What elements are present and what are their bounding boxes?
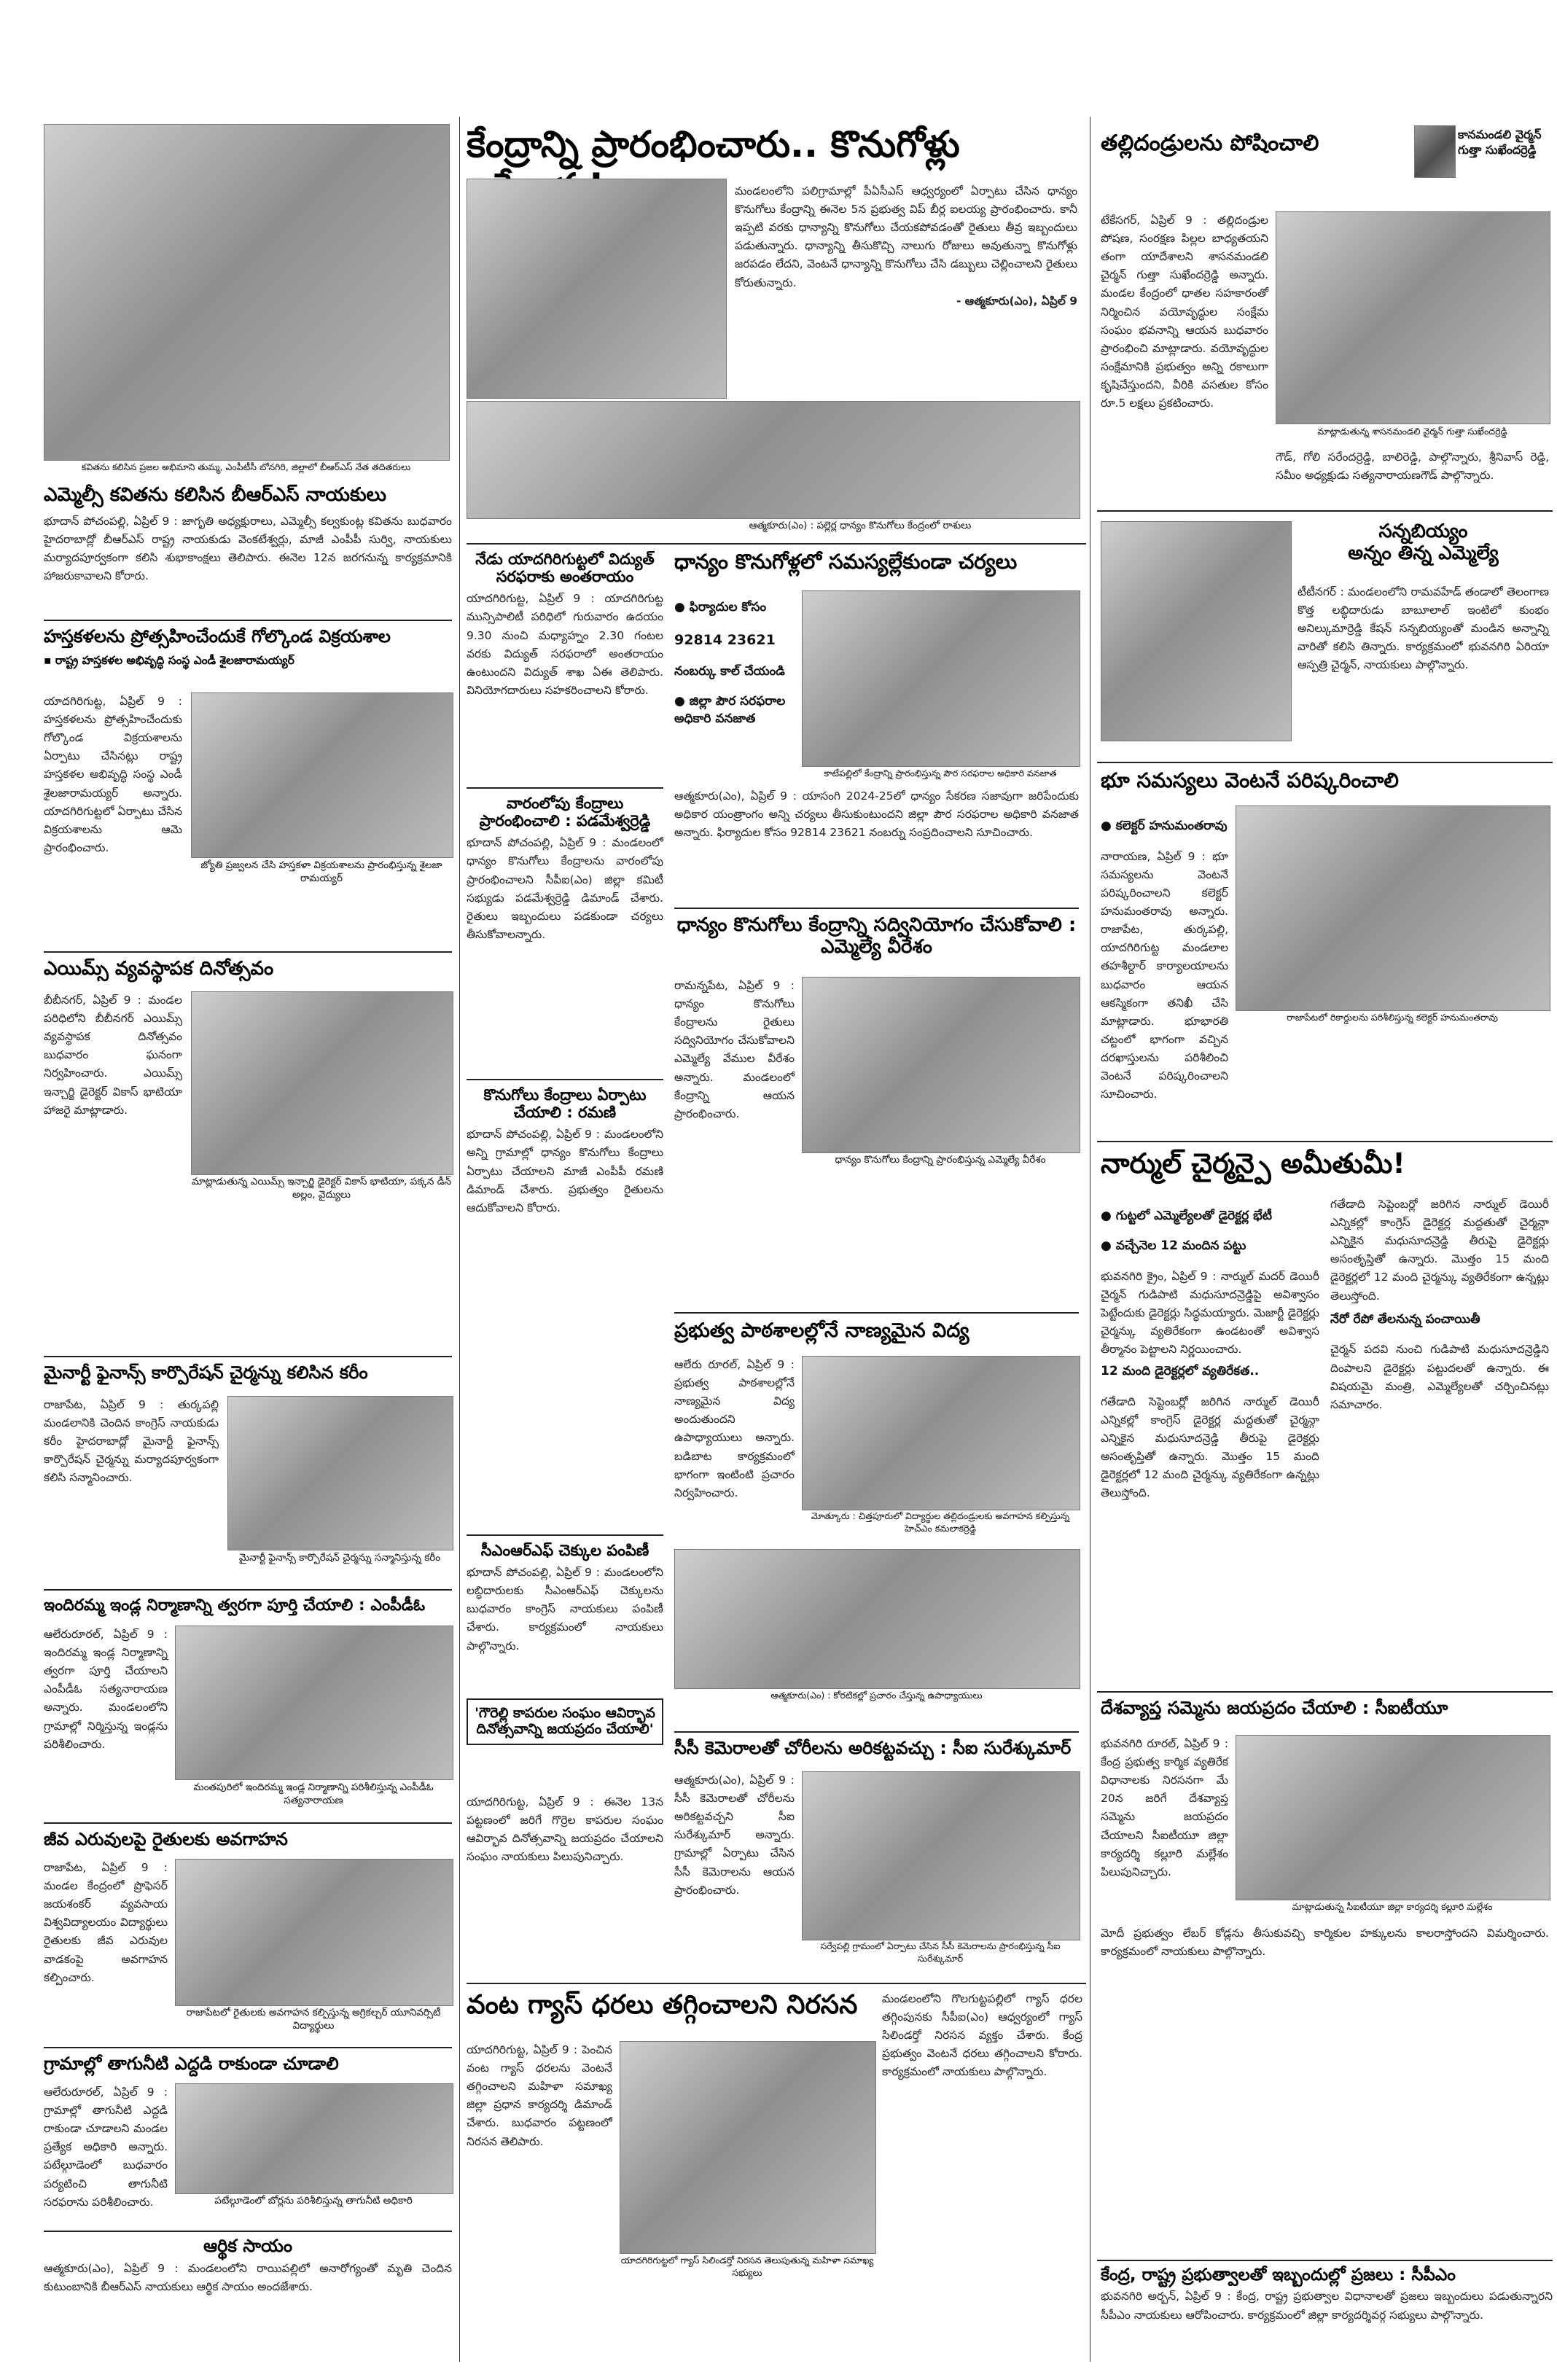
section-divider xyxy=(44,1356,452,1357)
dhanyam-bullet1b: నంబర్కు కాల్ చేయండి xyxy=(674,664,785,679)
main-credit: - ఆత్మకూరు(ఎం), ఏప్రిల్ 9 xyxy=(956,294,1077,308)
left-photo-farmers xyxy=(175,1859,453,2006)
narmul-sub2: నేరో రేపో తేలనున్న పంచాయితీ xyxy=(1330,1311,1480,1327)
deshaya-photo xyxy=(1236,1735,1550,1900)
section-divider xyxy=(44,1589,452,1591)
dhanyam-bullet1: ● ఫిర్యాదుల కోసం xyxy=(674,600,767,614)
sanna-h2: అన్నం తిన్న ఎమ్మెల్యే xyxy=(1348,542,1499,564)
main-photo xyxy=(467,179,727,399)
left-story-3 xyxy=(44,959,452,980)
dhanyam-photo3-caption: మోత్కూరు : చిత్తపూరులో విద్యార్థుల తల్లిదండ్రులకు అవగాహన కల్పిస్తున్న హెచ్ఎం కమలాకర్రెడ్డి xyxy=(811,1510,1070,1534)
narmul-text-2 xyxy=(1330,1195,1549,1414)
narmul-body3: చైర్మన్ పదవి నుంచి గుడిపాటి మధుసూదన్రెడ్డిని దింపాలని డైరెక్టర్లు పట్టుదలతో ఉన్నారు. ఈ విషయమై మంత్రి, ఎమ్మెల్యేలతో చర్చించినట్లు సమాచారం. xyxy=(1330,1343,1549,1411)
left-b2: యాదగిరిగుట్ట, ఏప్రిల్ 9 : హస్తకళలను ప్రోత్సహించేందుకు గోల్కొండ విక్రయశాలను ఏర్పాటు చేసినట్లు రాష్ట్ర హస్తకళల అభివృద్ధి సంస్థ ఎండీ శైలజారామయ్యర్ అన్నారు. యాదగిరిగుట్టలో ఏర్పాటు చేసిన విక్రయశాలను ఆమె ప్రారంభించారు. xyxy=(44,695,182,854)
left-story-2 xyxy=(44,627,452,670)
dhanyam-phone: 92814 23621 xyxy=(674,631,776,648)
gas-photo-caption: యాదగిరిగుట్టలో గ్యాస్ సిలిండర్తో నిరసన తెలుపుతున్న మహిళా సమాఖ్య సభ్యులు xyxy=(620,2255,874,2278)
mid-h3: కొనుగోలు కేంద్రాలు ఏర్పాటు చేయాలి : రమణి xyxy=(483,1086,647,1122)
main-photo-wide xyxy=(467,401,1080,519)
left-photo-indiramma xyxy=(175,1626,453,1780)
dhanyam-photo2-caption: ధాన్యం కొనుగోలు కేంద్రాన్ని ప్రారంభిస్తున్న ఎమ్మెల్యే వీరేశం xyxy=(835,1154,1046,1166)
left-photo-caption: కవితను కలిసిన ప్రజల అభిమాని తుమ్మ, ఎంపీటీసీ బోనగిరి, జిల్లాలో బీఆర్ఎస్ నేత తదితరులు xyxy=(81,461,411,472)
left-story-8 xyxy=(44,2236,452,2296)
left-story-4-text xyxy=(44,1396,219,1488)
dhanyam-photo-caption: కాటేపల్లిలో కేంద్రాన్ని ప్రారంభిస్తున్న పౌర సరఫరాల అధికారి వనజాత xyxy=(824,768,1057,779)
right-top-photo-caption: మాట్లాడుతున్న శాసనమండలి వైర్మన్ గుత్తా సుఖేందర్రెడ్డి xyxy=(1317,426,1507,437)
right-top-photo xyxy=(1276,211,1550,424)
left-b3: బీబీనగర్, ఏప్రిల్ 9 : మండల పరిధిలోని బీబీనగర్ ఎయిమ్స్ వ్యవస్థాపక దినోత్సవం బుధవారం ఘనంగా నిర్వహించారు. ఎయిమ్స్ ఇన్చార్జి డైరెక్టర్ వికాస్ భాటియా హాజరై మాట్లాడారు. xyxy=(44,994,182,1117)
deshaya-text xyxy=(1101,1735,1228,1881)
dhanyam-h2: ధాన్యం కొనుగోలు కేంద్రాన్ని సద్వినియోగం చేసుకోవాలి : ఎమ్మెల్యే వీరేశం xyxy=(676,914,1077,958)
kendra-headline: కేంద్ర, రాష్ట్ర ప్రభుత్వాలతో ఇబ్బందుల్లో ప్రజలు : సీపీఎం xyxy=(1101,2266,1456,2285)
mid-h2: వారంలోపు కేంద్రాలు ప్రారంభించాలి : పడమేశ్వర్రెడ్డి xyxy=(479,795,651,830)
left-story-2-text xyxy=(44,692,182,857)
bhoo-photo xyxy=(1236,805,1550,1011)
left-b8: ఆత్మకూరు(ఎం), ఏప్రిల్ 9 : మండలంలోని రాయిపల్లిలో అనారోగ్యంతో మృతి చెందిన కుటుంబానికి బీఆర్ఎస్ నాయకులు ఆర్థిక సాయం అందజేశారు. xyxy=(44,2261,452,2293)
section-divider xyxy=(44,951,452,953)
narmul-body: భువనగిరి క్రైం, ఏప్రిల్ 9 : నార్ముల్ మదర్ డెయిరీ చైర్మన్ గుడిపాటి మధుసూదన్రెడ్డిపై అవిశ్వాసం పెట్టేందుకు డైరెక్టర్లు సిద్ధమయ్యారు. మెజార్టీ డైరెక్టర్లు చైర్మన్కు వ్యతిరేకంగా ఉండటంతో అవిశ్వాస తీర్మానం పెట్టాలని నిర్ణయించారు. xyxy=(1101,1269,1319,1357)
mid-story-1 xyxy=(467,550,663,700)
dhanyam-story-3-text xyxy=(674,1356,795,1502)
section-divider xyxy=(467,543,1086,545)
dhanyam-photo xyxy=(802,590,1080,767)
section-divider xyxy=(467,1534,663,1536)
dhanyam-b1: ఆత్మకూరు(ఎం), ఏప్రిల్ 9 : యాసంగి 2024-25లో ధాన్యం సేకరణ సజావుగా జరిపేందుకు అధికార యంత్రాంగం అన్ని చర్యలు తీసుకుంటుందని జిల్లా పౌర సరఫరాల అధికారి వనజాత అన్నారు. ఫిర్యాదుల కోసం 92814 23621 నంబర్ను సంప్రదించాలని సూచించారు. xyxy=(674,789,1079,840)
narmul-body2b: గతేడాది సెప్టెంబర్లో జరిగిన నార్ముల్ డెయిరీ ఎన్నికల్లో కాంగ్రెస్ డైరెక్టర్ల మద్దతుతో చైర్మన్గా ఎన్నికైన మధుసూదన్రెడ్డి తీరుపై డైరెక్టర్లు అసంతృప్తితో ఉన్నారు. మొత్తం 15 మంది డైరెక్టర్లలో 12 మంది చైర్మన్కు వ్యతిరేకంగా ఉన్నట్లు తెలుస్తోంది. xyxy=(1330,1198,1549,1303)
main-headline: కేంద్రాన్ని ప్రారంభించారు.. కొనుగోళ్లు xyxy=(467,123,960,165)
gas-headline: వంట గ్యాస్ ధరలు తగ్గించాలని నిరసన xyxy=(467,1990,858,2020)
section-divider xyxy=(44,620,452,621)
dhanyam-photo-2 xyxy=(802,977,1080,1153)
dhanyam-story-3 xyxy=(674,1319,1079,1342)
mid-h5: 'గౌరెల్లి కాపరుల సంఘం ఆవిర్భావ దినోత్సవాన్ని జయప్రదం చేయాలి' xyxy=(475,1705,655,1737)
dhanyam-h4: సీసీ కెమెరాలతో చోరీలను అరికట్టవచ్చు : సీఐ సురేశ్కుమార్ xyxy=(674,1738,1072,1758)
left-h4: మైనార్టీ ఫైనాన్స్ కార్పొరేషన్ చైర్మన్ను కలిసిన కరీం xyxy=(44,1362,368,1383)
left-photo7-caption: పటేల్గూడెంలో బోర్లను పరిశీలిస్తున్న తాగునీటి అధికారి xyxy=(214,2195,413,2207)
left-h5: ఇందిరమ్మ ఇండ్ల నిర్మాణాన్ని త్వరగా పూర్తి చేయాలి : ఎంపీడీఓ xyxy=(44,1596,426,1615)
gas-photo xyxy=(620,2041,876,2254)
mid-b4: భూదాన్ పోచంపల్లి, ఏప్రిల్ 9 : మండలంలోని లబ్ధిదారులకు సీఎంఆర్ఎఫ్ చెక్కులను బుధవారం కాంగ్రెస్ నాయకులు పంపిణీ చేశారు. కార్యక్రమంలో నాయకులు పాల్గొన్నారు. xyxy=(467,1566,663,1653)
left-b1: భూదాన్ పోచంపల్లి, ఏప్రిల్ 9 : జాగృతి అధ్యక్షురాలు, ఎమ్మెల్సీ కల్వకుంట్ల కవితను బుధవారం హైదరాబాద్లో బీఆర్ఎస్ రాష్ట్ర నాయకుడు వెంకటేశ్వర్లు, మాజీ ఎంపీపీ సుర్వి, నాయకులు మర్యాదపూర్వకంగా కలిసి శుభాకాంక్షలు తెలిపారు. ఈనెల 12న జరగనున్న కార్యక్రమానికి హాజరుకావాలని కోరారు. xyxy=(44,514,452,583)
dhanyam-b2: రామన్నపేట, ఏప్రిల్ 9 : ధాన్యం కొనుగోలు కేంద్రాలను రైతులు సద్వినియోగం చేసుకోవాలని ఎమ్మెల్యే వేముల వీరేశం అన్నారు. మండలంలో కేంద్రాన్ని ఆయన ప్రారంభించారు. xyxy=(674,979,795,1120)
left-h3: ఎయిమ్స్ వ్యవస్థాపక దినోత్సవం xyxy=(44,958,274,980)
dhanyam-story-4 xyxy=(674,1739,1079,1759)
mid-story-5-box xyxy=(467,1698,663,1745)
dhanyam-photo5-caption: సర్వేపల్లి గ్రామంలో ఏర్పాటు చేసిన సీసీ కెమెరాలను ప్రారంభిస్తున్న సీఐ సురేశ్కుమార్ xyxy=(820,1940,1061,1964)
bhoo-body: నారాయణ, ఏప్రిల్ 9 : భూ సమస్యలను వెంటనే పరిష్కరించాలని కలెక్టర్ హనుమంతరావు అన్నారు. రాజాపేట, తుర్కపల్లి, యాదగిరిగుట్ట మండలాల తహశీల్దార్ కార్యాలయాలను బుధవారం ఆయన ఆకస్మికంగా తనిఖీ చేసి మాట్లాడారు. భూభారతి చట్టంలో భాగంగా వచ్చిన దరఖాస్తులను పరిశీలించి వెంటనే పరిష్కరించాలని సూచించారు. xyxy=(1101,849,1228,1101)
left-story-5-text xyxy=(44,1626,168,1754)
left-story-7 xyxy=(44,2054,452,2075)
right-top-text xyxy=(1101,211,1268,413)
left-photo-water xyxy=(175,2083,453,2194)
section-divider xyxy=(1097,510,1553,512)
left-b4: రాజాపేట, ఏప్రిల్ 9 : తుర్కపల్లి మండలానికి చెందిన కాంగ్రెస్ నాయకుడు కరీం హైదరాబాద్లో మైనార్టీ ఫైనాన్స్ కార్పొరేషన్ చైర్మన్ను మర్యాదపూర్వకంగా కలిసి సన్మానించారు. xyxy=(44,1398,219,1485)
column-divider xyxy=(459,117,460,2362)
mid-b1: యాదగిరిగుట్ట, ఏప్రిల్ 9 : యాదగిరిగుట్ట మున్సిపాలిటీ పరిధిలో గురువారం ఉదయం 9.30 నుంచి మధ్యాహ్నం 2.30 గంటల వరకు విద్యుత్ సరఫరాలో అంతరాయం ఉంటుందని విద్యుత్ శాఖ ఏఈ తెలిపారు. వినియోగదారులు సహకరించాలని కోరారు. xyxy=(467,592,663,697)
deshaya-body2: మోదీ ప్రభుత్వం లేబర్ కోడ్లను తీసుకువచ్చి కార్మికుల హక్కులను కాలరాస్తోందని విమర్శించారు. కార్యక్రమంలో నాయకులు పాల్గొన్నారు. xyxy=(1101,1927,1549,1959)
dhanyam-photo-3 xyxy=(802,1356,1080,1510)
dhanyam-h3: ప్రభుత్వ పాఠశాలల్లోనే నాణ్యమైన విద్య xyxy=(674,1319,969,1342)
dhanyam-b4: ఆత్మకూరు(ఎం), ఏప్రిల్ 9 : సీసీ కెమెరాలతో చోరీలను అరికట్టవచ్చని సీఐ సురేశ్కుమార్ అన్నారు. గ్రామాల్లో ఏర్పాటు చేసిన సీసీ కెమెరాలను ఆయన ప్రారంభించారు. xyxy=(674,1774,795,1897)
left-photo6-caption: రాజాపేటలో రైతులకు అవగాహన కల్పిస్తున్న అగ్రికల్చర్ యూనివర్సిటీ విద్యార్థులు xyxy=(186,2007,441,2032)
right-top-story xyxy=(1101,131,1407,157)
deshaya-headline: దేశవ్యాప్త సమ్మెను జయప్రదం చేయాలి : సీఐటీయూ xyxy=(1101,1698,1448,1718)
left-b7: ఆలేరురూరల్, ఏప్రిల్ 9 : గ్రామాల్లో తాగునీటి ఎద్దడి రాకుండా చూడాలని మండల ప్రత్యేక అధికారి అన్నారు. పటేల్గూడెంలో బుధవారం పర్యటించి తాగునీటి సరఫరాను పరిశీలించారు. xyxy=(44,2086,168,2209)
narmul-bullet1-text: గుట్టలో ఎమ్మెల్యేలతో డైరెక్టర్ల భేటీ xyxy=(1115,1209,1272,1223)
deshaya-body: భువనగిరి రూరల్, ఏప్రిల్ 9 : కేంద్ర ప్రభుత్వ కార్మిక వ్యతిరేక విధానాలకు నిరసనగా మే 20న జరిగే దేశవ్యాప్త సమ్మెను జయప్రదం చేయాలని సీఐటీయూ జిల్లా కార్యదర్శి కల్లూరి మల్లేశం పిలుపునిచ్చారు. xyxy=(1101,1737,1228,1878)
dhanyam-bullet2-text: జిల్లా పౌర సరఫరాల అధికారి వనజాత xyxy=(674,694,786,726)
dhanyam-photo-5 xyxy=(802,1771,1080,1940)
dhanyam-story xyxy=(674,550,1079,574)
left-story-5 xyxy=(44,1596,452,1615)
sanna-story xyxy=(1298,521,1549,565)
section-divider xyxy=(467,1983,1086,1984)
sanna-h1: సన్నబియ్యం xyxy=(1378,520,1468,542)
section-divider xyxy=(1097,1141,1553,1142)
sanna-photo xyxy=(1101,521,1292,741)
byline-avatar xyxy=(1414,125,1456,178)
bhoo-bullet-text: కలెక్టర్ హనుమంతరావు xyxy=(1115,819,1228,833)
left-photo3-caption: మాట్లాడుతున్న ఎయిమ్స్ ఇన్చార్జి డైరెక్టర్ వికాస్ భాటియా, పక్కన డీన్ అల్లం, వైద్యులు xyxy=(191,1176,452,1201)
mid-h4: సీఎంఆర్ఎఫ్ చెక్కుల పంపిణీ xyxy=(480,1542,649,1559)
narmul-headline: నార్ముల్ చైర్మన్పై అమీతుమీ! xyxy=(1101,1147,1405,1179)
section-divider xyxy=(674,908,1079,909)
mid-story-4 xyxy=(467,1542,663,1655)
left-story-1 xyxy=(44,485,452,585)
narmul-sub1: 12 మంది డైరెక్టర్లలో వ్యతిరేకత.. xyxy=(1101,1364,1260,1379)
mid-story-5 xyxy=(467,1793,663,1866)
kendra-body: భువనగిరి అర్బన్, ఏప్రిల్ 9 : కేంద్ర, రాష్ట్ర ప్రభుత్వాల విధానాలతో ప్రజలు ఇబ్బందులు పడుతున్నారని సీపీఎం నాయకులు ఆరోపించారు. కార్యక్రమంలో జిల్లా కార్యదర్శివర్గ సభ్యులు పాల్గొన్నారు. xyxy=(1101,2290,1553,2322)
bhoo-photo-caption: రాజాపేటలో రికార్డులను పరిశీలిస్తున్న కలెక్టర్ హనుమంతరావు xyxy=(1287,1012,1498,1023)
narmul-text xyxy=(1101,1195,1319,1503)
left-b6: రాజాపేట, ఏప్రిల్ 9 : మండల కేంద్రంలో ప్రొఫెసర్ జయశంకర్ వ్యవసాయ విశ్వవిద్యాలయం విద్యార్థులు రైతులకు జీవ ఎరువుల వాడకంపై అవగాహన కల్పించారు. xyxy=(44,1861,168,1984)
dhanyam-photo4-caption: ఆత్మకూరు(ఎం) : కోరటికల్లో ప్రచారం చేస్తున్న ఉపాధ్యాయులు xyxy=(770,1690,983,1701)
left-story-3-text xyxy=(44,991,182,1120)
bhoo-bullet: ● కలెక్టర్ హనుమంతరావు xyxy=(1101,819,1228,833)
mid-story-2 xyxy=(467,795,663,944)
dhanyam-bullet1-text: ఫిర్యాదుల కోసం xyxy=(689,600,767,614)
left-photo-aiims xyxy=(191,991,453,1175)
gas-b2: మండలంలోని గొలగుట్టపల్లిలో గ్యాస్ ధరల తగ్గింపునకు సీపీఐ(ఎం) ఆధ్వర్యంలో గ్యాస్ సిలిండర్తో నిరసన వ్యక్తం చేశారు. కేంద్ర ప్రభుత్వం వెంటనే ధరలు తగ్గించాలని కోరారు. కార్యక్రమంలో నాయకులు పాల్గొన్నారు. xyxy=(882,1992,1082,2079)
gas-text-2 xyxy=(882,1990,1082,2082)
left-photo2-caption: జ్యోతి ప్రజ్వలన చేసి హస్తకళా విక్రయశాలను ప్రారంభిస్తున్న శైలజా రామయ్యర్ xyxy=(200,859,442,885)
left-photo5-caption: మంతపురిలో ఇందిరమ్మ ఇండ్ల నిర్మాణాన్ని పరిశీలిస్తున్న ఎంపీడీఓ సత్యనారాయణ xyxy=(193,1782,434,1807)
left-h6: జీవ ఎరువులపై రైతులకు అవగాహన xyxy=(44,1829,288,1849)
left-story-6 xyxy=(44,1830,452,1850)
section-divider xyxy=(467,787,663,789)
left-story-4 xyxy=(44,1363,452,1384)
right-top-headline: తల్లిదండ్రులను పోషించాలి xyxy=(1101,130,1319,156)
left-story-7-text xyxy=(44,2083,168,2212)
dhanyam-story-2 xyxy=(674,915,1079,959)
deshaya-photo-caption: మాట్లాడుతున్న సీఐటీయూ జిల్లా కార్యదర్శి కల్లూరి మల్లేశం xyxy=(1292,1901,1493,1912)
mid-h1: నేడు యాదగిరిగుట్టలో విద్యుత్ సరఫరాకు అంతరాయం xyxy=(475,550,655,586)
dhanyam-bullet2: ● జిల్లా పౌర సరఫరాల అధికారి వనజాత xyxy=(674,694,786,726)
narmul-bullet2: ● వచ్చేనెల 12 మందిన పట్టు xyxy=(1101,1238,1246,1253)
section-divider xyxy=(1097,1691,1553,1693)
section-divider xyxy=(1097,2260,1553,2261)
sanna-body: టీటీనగర్ : మండలంలోని రామవహేడ్ తండాలో తెలంగాణ కొత్త లబ్ధిదారుడు బాబూలాల్ ఇంటిలో కుంభం అనిల్కుమార్రెడ్డి కేషన్ సన్నబియ్యంతో మండిన అన్నాన్ని వారితో కలిసి తిన్నారు. కార్యక్రమంలో భువనగిరి ఏరియా ఆస్పత్రి చైర్మన్, నాయకులు పాల్గొన్నారు. xyxy=(1298,585,1549,672)
narmul-body2: గతేడాది సెప్టెంబర్లో జరిగిన నార్ముల్ డెయిరీ ఎన్నికల్లో కాంగ్రెస్ డైరెక్టర్ల మద్దతుతో చైర్మన్గా ఎన్నికైన మధుసూదన్రెడ్డి తీరుపై డైరెక్టర్లు అసంతృప్తితో ఉన్నారు. మొత్తం 15 మంది డైరెక్టర్లలో 12 మంది చైర్మన్కు వ్యతిరేకంగా ఉన్నట్లు తెలుస్తోంది. xyxy=(1101,1394,1319,1500)
dhanyam-h1: ధాన్యం కొనుగోళ్లలో సమస్యల్లేకుండా చర్యలు xyxy=(674,550,1018,574)
dhanyam-bullets xyxy=(674,587,795,741)
dhanyam-b3: ఆలేరు రూరల్, ఏప్రిల్ 9 : ప్రభుత్వ పాఠశాలల్లోనే నాణ్యమైన విద్య అందుతుందని ఉపాధ్యాయులు అన్నారు. బడిబాట కార్యక్రమంలో భాగంగా ఇంటింటి ప్రచారం నిర్వహించారు. xyxy=(674,1358,795,1499)
deshaya-text-2 xyxy=(1101,1924,1549,1961)
dhanyam-story-2-text xyxy=(674,977,795,1123)
sanna-text xyxy=(1298,583,1549,675)
section-divider xyxy=(674,1312,1079,1314)
section-divider xyxy=(1097,762,1553,763)
gas-text-1 xyxy=(467,2041,612,2151)
bhoo-story xyxy=(1101,769,1553,792)
right-top-names-text: గౌడ్, గోలి సరేందర్రెడ్డి, బాలిరెడ్డి, పాల్గొన్నారు, శ్రీనివాస్ రెడ్డి, సమీం అధ్యక్షుడు సత్యనారాయణగౌడ్ పాల్గొన్నారు. xyxy=(1276,450,1549,483)
left-photo-handicraft xyxy=(191,692,453,858)
left-b2-bullet: ▪ రాష్ట్ర హస్తకళల అభివృద్ధి సంస్థ ఎండీ శైలజారామయ్యర్ xyxy=(44,653,294,667)
left-h8: ఆర్థిక సాయం xyxy=(203,2236,293,2256)
deshaya-story xyxy=(1101,1698,1553,1719)
left-photo-kavitha xyxy=(44,124,450,461)
section-divider xyxy=(467,1079,663,1080)
section-divider xyxy=(44,2047,452,2048)
section-divider xyxy=(44,2231,452,2232)
main-body-col xyxy=(735,182,1077,311)
left-b2-bullet-text: రాష్ట్ర హస్తకళల అభివృద్ధి సంస్థ ఎండీ శైలజారామయ్యర్ xyxy=(55,653,294,667)
bhoo-text xyxy=(1101,805,1228,1104)
dhanyam-photo-4 xyxy=(674,1549,1080,1689)
left-photo-karim xyxy=(227,1396,453,1550)
mid-b2: భూదాన్ పోచంపల్లి, ఏప్రిల్ 9 : మండలంలో ధాన్యం కొనుగోలు కేంద్రాలను వారంలోపు ప్రారంభించాలని సీపీఐ(ఎం) జిల్లా కమిటీ సభ్యుడు పడమేశ్వర్రెడ్డి డిమాండ్ చేశారు. రైతులు ఇబ్బందులు పడకుండా చర్యలు తీసుకోవాలన్నారు. xyxy=(467,836,663,941)
left-h2: హస్తకళలను ప్రోత్సహించేందుకే గోల్కొండ విక్రయశాల xyxy=(44,626,391,647)
narmul-story xyxy=(1101,1148,1553,1180)
left-story-6-text xyxy=(44,1859,168,1987)
right-top-names xyxy=(1276,448,1549,485)
mid-story-3 xyxy=(467,1086,663,1217)
narmul-bullet2-text: వచ్చేనెల 12 మందిన పట్టు xyxy=(1115,1238,1246,1253)
left-h7: గ్రామాల్లో తాగునీటి ఎద్దడి రాకుండా చూడాలి xyxy=(44,2053,339,2074)
mid-b3: భూదాన్ పోచంపల్లి, ఏప్రిల్ 9 : మండలంలోని అన్ని గ్రామాల్లో ధాన్యం కొనుగోలు కేంద్రాలు ఏర్పాటు చేయాలని మాజీ ఎంపీపీ రమణి డిమాండ్ చేశారు. ప్రభుత్వం రైతులను ఆదుకోవాలని కోరారు. xyxy=(467,1128,663,1214)
right-top-byline: కానమండలి వైర్మన్ గుత్తా సుఖేందర్రెడ్డి xyxy=(1458,128,1542,157)
gas-b1: యాదగిరిగుట్ట, ఏప్రిల్ 9 : పెంచిన వంట గ్యాస్ ధరలను వెంటనే తగ్గించాలని మహిళా సమాఖ్య జిల్లా ప్రధాన కార్యదర్శి డిమాండ్ చేశారు. బుధవారం పట్టణంలో నిరసన తెలిపారు. xyxy=(467,2043,612,2148)
left-h1: ఎమ్మెల్సీ కవితను కలిసిన బీఆర్ఎస్ నాయకులు xyxy=(44,484,386,506)
narmul-bullet1: ● గుట్టలో ఎమ్మెల్యేలతో డైరెక్టర్ల భేటీ xyxy=(1101,1209,1272,1223)
section-divider xyxy=(44,1822,452,1824)
mid-b5: యాదగిరిగుట్ట, ఏప్రిల్ 9 : ఈనెల 13న పట్టణంలో జరిగే గొర్రెల కాపరుల సంఘం ఆవిర్భావ దినోత్సవాన్ని జయప్రదం చేయాలని సంఘం నాయకులు పిలుపునిచ్చారు. xyxy=(467,1795,663,1864)
dhanyam-story-4-text xyxy=(674,1771,795,1900)
main-caption: ఆత్మకూరు(ఎం) : పల్లెర్ల ధాన్యం కొనుగోలు కేంద్రంలో రాశులు xyxy=(749,520,972,531)
left-photo4-caption: మైనార్టీ ఫైనాన్స్ కార్పొరేషన్ చైర్మన్ను సన్మానిస్తున్న కరీం xyxy=(238,1552,441,1564)
section-divider xyxy=(674,1731,1079,1733)
kendra-story xyxy=(1101,2266,1553,2325)
main-body: మండలంలోని పలిగ్రామాల్లో పీఏసీఎస్ ఆధ్వర్యంలో ఏర్పాటు చేసిన ధాన్యం కొనుగోలు కేంద్రాన్ని ఈనెల 5న ప్రభుత్వ విప్ బీర్ల ఐలయ్య ప్రారంభించారు. కానీ ఇప్పటి వరకు ధాన్యాన్ని కొనుగోలు చేయకపోవడంతో రైతులు తీవ్ర ఇబ్బందులు పడుతున్నారు. ధాన్యాన్ని తీసుకొచ్చి నాలుగు రోజులు అవుతున్నా కొనుగోళ్లు జరపడం లేదని, వెంటనే ధాన్యాన్ని కొనుగోలు చేసి డబ్బులు చెల్లించాలని రైతులు కోరుతున్నారు. xyxy=(735,184,1077,289)
right-top-body: టేకేసగర్, ఏప్రిల్ 9 : తల్లిదండ్రుల పోషణ, సంరక్షణ పిల్లల బాధ్యతయని తంగా యాదేశాలని శాసనమండలి చైర్మన్ గుత్తా సుఖేందర్రెడ్డి అన్నారు. మండల కేంద్రంలో ధాతల సహకారంతో నిర్మించిన వయోవృద్ధుల సంక్షేమ సంఘం భవనాన్ని ఆయన బుధవారం ప్రారంభించి మాట్లాడారు. వయోవృద్ధుల సంక్షేమానికి ప్రభుత్వం అన్ని రకాలుగా కృషిచేస్తుందని, వీరికి వసతుల కోసం రూ.5 లక్షలు ప్రకటించారు. xyxy=(1101,214,1268,410)
dhanyam-body xyxy=(674,787,1079,842)
gas-story xyxy=(467,1990,875,2020)
left-b5: ఆలేరురూరల్, ఏప్రిల్ 9 : ఇందిరమ్మ ఇండ్ల నిర్మాణాన్ని త్వరగా పూర్తి చేయాలని ఎంపీడీఓ సత్యనారాయణ అన్నారు. మండలంలోని గ్రామాల్లో నిర్మిస్తున్న ఇండ్లను పరిశీలించారు. xyxy=(44,1628,168,1751)
bhoo-headline: భూ సమస్యలు వెంటనే పరిష్కరించాలి xyxy=(1101,768,1399,792)
